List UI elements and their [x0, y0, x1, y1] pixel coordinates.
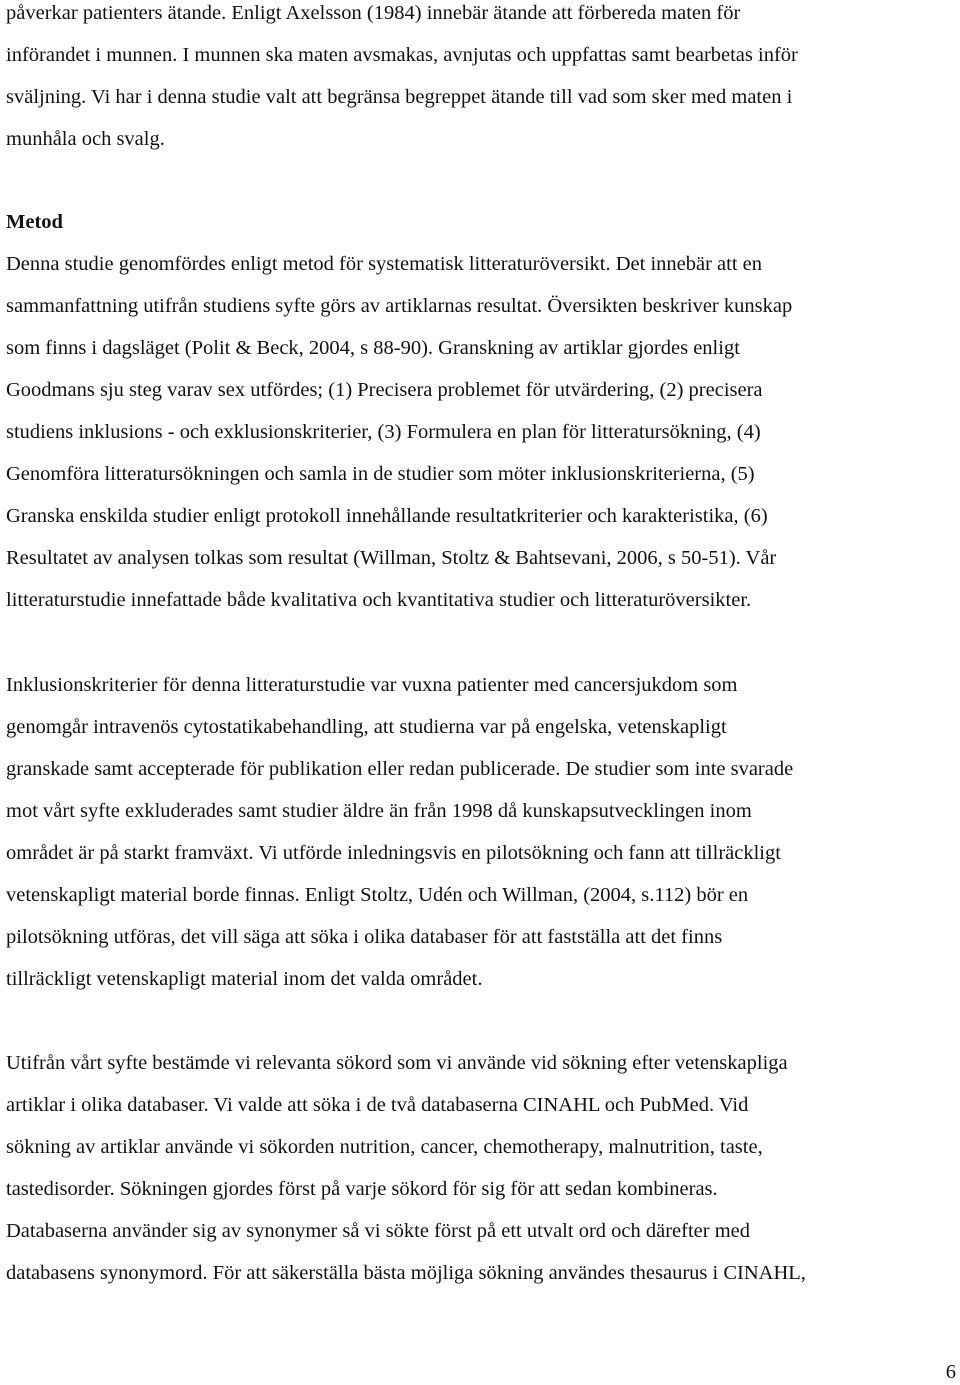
text-line: granskade samt accepterade för publikation eller redan publicerade. De studier som inte svarade — [6, 758, 794, 780]
text-line: påverkar patienters ätande. Enligt Axelsson (1984) innebär ätande att förbereda maten för — [6, 2, 741, 24]
page-number: 6 — [945, 1361, 956, 1383]
text-line: databasens synonymord. För att säkerställa bästa möjliga sökning användes thesaurus i CINAHL, — [6, 1262, 806, 1284]
text-line: munhåla och svalg. — [6, 128, 165, 150]
text-line: området är på starkt framväxt. Vi utförde inledningsvis en pilotsökning och fann att tillräckligt — [6, 842, 781, 864]
text-line: studiens inklusions - och exklusionskriterier, (3) Formulera en plan för litteratursökning, (4) — [6, 421, 761, 443]
text-line: införandet i munnen. I munnen ska maten avsmakas, avnjutas och uppfattas samt bearbetas inför — [6, 44, 798, 66]
text-line: artiklar i olika databaser. Vi valde att söka i de två databaserna CINAHL och PubMed. Vid — [6, 1094, 749, 1116]
text-line: mot vårt syfte exkluderades samt studier äldre än från 1998 då kunskapsutvecklingen inom — [6, 800, 752, 822]
text-line: som finns i dagsläget (Polit & Beck, 2004, s 88-90). Granskning av artiklar gjordes enligt — [6, 337, 740, 359]
text-line: sökning av artiklar använde vi sökorden nutrition, cancer, chemotherapy, malnutrition, taste, — [6, 1136, 763, 1158]
text-line: litteraturstudie innefattade både kvalitativa och kvantitativa studier och litteraturöversikter. — [6, 589, 752, 611]
text-line: Denna studie genomfördes enligt metod för systematisk litteraturöversikt. Det innebär att en — [6, 253, 763, 275]
text-line: genomgår intravenös cytostatikabehandling, att studierna var på engelska, vetenskapligt — [6, 716, 727, 738]
text-line: tastedisorder. Sökningen gjordes först på varje sökord för sig för att sedan kombineras. — [6, 1178, 718, 1200]
text-line: pilotsökning utföras, det vill säga att söka i olika databaser för att fastställa att det finns — [6, 926, 723, 948]
text-line: Databaserna använder sig av synonymer så vi sökte först på ett utvalt ord och därefter med — [6, 1220, 751, 1242]
text-line: sväljning. Vi har i denna studie valt att begränsa begreppet ätande till vad som sker med maten i — [6, 86, 793, 108]
text-line: vetenskapligt material borde finnas. Enligt Stoltz, Udén och Willman, (2004, s.112) bör en — [6, 884, 749, 906]
text-line: Goodmans sju steg varav sex utfördes; (1) Precisera problemet för utvärdering, (2) precisera — [6, 379, 763, 401]
text-line: Resultatet av analysen tolkas som resultat (Willman, Stoltz & Bahtsevani, 2006, s 50-51). Vår — [6, 547, 777, 569]
text-line: sammanfattning utifrån studiens syfte görs av artiklarnas resultat. Översikten beskriver kunskap — [6, 295, 793, 317]
text-line: tillräckligt vetenskapligt material inom det valda området. — [6, 968, 483, 990]
text-line: Genomföra litteratursökningen och samla in de studier som möter inklusionskriterierna, (5) — [6, 463, 755, 485]
section-heading-method: Metod — [6, 211, 63, 233]
text-line: Granska enskilda studier enligt protokoll innehållande resultatkriterier och karakteristika, (6) — [6, 505, 768, 527]
text-line: Inklusionskriterier för denna litteraturstudie var vuxna patienter med cancersjukdom som — [6, 674, 738, 696]
text-line: Utifrån vårt syfte bestämde vi relevanta sökord som vi använde vid sökning efter vetenskapliga — [6, 1052, 788, 1074]
